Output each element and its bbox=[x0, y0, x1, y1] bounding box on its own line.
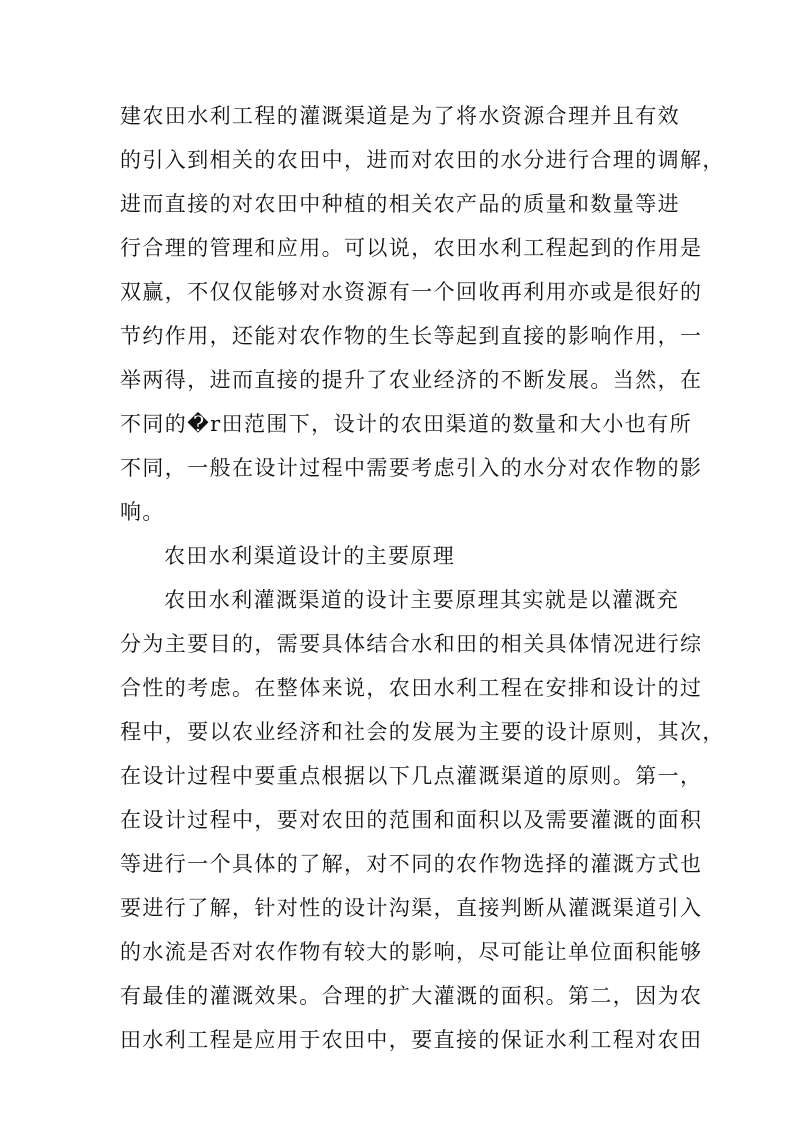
body-line-18: 等进行一个具体的了解，对不同的农作物选择的灌溉方式也 bbox=[120, 852, 703, 876]
body-line-14: 合性的考虑。在整体来说，农田水利工程在安排和设计的过 bbox=[120, 676, 703, 700]
body-line-12: 农田水利灌溉渠道的设计主要原理其实就是以灌溉充 bbox=[164, 588, 680, 612]
body-line-10: 响。 bbox=[120, 500, 165, 524]
body-line-5: 双赢，不仅仅能够对水资源有一个回收再利用亦或是很好的 bbox=[120, 280, 703, 304]
body-line-13: 分为主要目的，需要具体结合水和田的相关具体情况进行综 bbox=[120, 632, 703, 656]
body-line-8: 不同的�r田范围下，设计的农田渠道的数量和大小也有所 bbox=[120, 412, 692, 436]
body-line-7: 举两得，进而直接的提升了农业经济的不断发展。当然，在 bbox=[120, 368, 703, 392]
body-line-3: 进而直接的对农田中种植的相关农产品的质量和数量等进 bbox=[120, 192, 680, 216]
body-line-1: 建农田水利工程的灌溉渠道是为了将水资源合理并且有效 bbox=[120, 104, 680, 128]
section-heading: 农田水利渠道设计的主要原理 bbox=[164, 544, 456, 568]
body-line-22: 田水利工程是应用于农田中，要直接的保证水利工程对农田 bbox=[120, 1028, 703, 1052]
body-line-15: 程中，要以农业经济和社会的发展为主要的设计原则，其次， bbox=[120, 720, 725, 744]
body-line-20: 的水流是否对农作物有较大的影响，尽可能让单位面积能够 bbox=[120, 940, 703, 964]
body-line-2: 的引入到相关的农田中，进而对农田的水分进行合理的调解， bbox=[120, 148, 725, 172]
body-line-4: 行合理的管理和应用。可以说，农田水利工程起到的作用是 bbox=[120, 236, 703, 260]
body-line-16: 在设计过程中要重点根据以下几点灌溉渠道的原则。第一， bbox=[120, 764, 703, 788]
body-line-17: 在设计过程中，要对农田的范围和面积以及需要灌溉的面积 bbox=[120, 808, 703, 832]
body-line-9: 不同，一般在设计过程中需要考虑引入的水分对农作物的影 bbox=[120, 456, 703, 480]
body-line-19: 要进行了解，针对性的设计沟渠，直接判断从灌溉渠道引入 bbox=[120, 896, 703, 920]
body-line-6: 节约作用，还能对农作物的生长等起到直接的影响作用，一 bbox=[120, 324, 703, 348]
body-line-21: 有最佳的灌溉效果。合理的扩大灌溉的面积。第二，因为农 bbox=[120, 984, 703, 1008]
